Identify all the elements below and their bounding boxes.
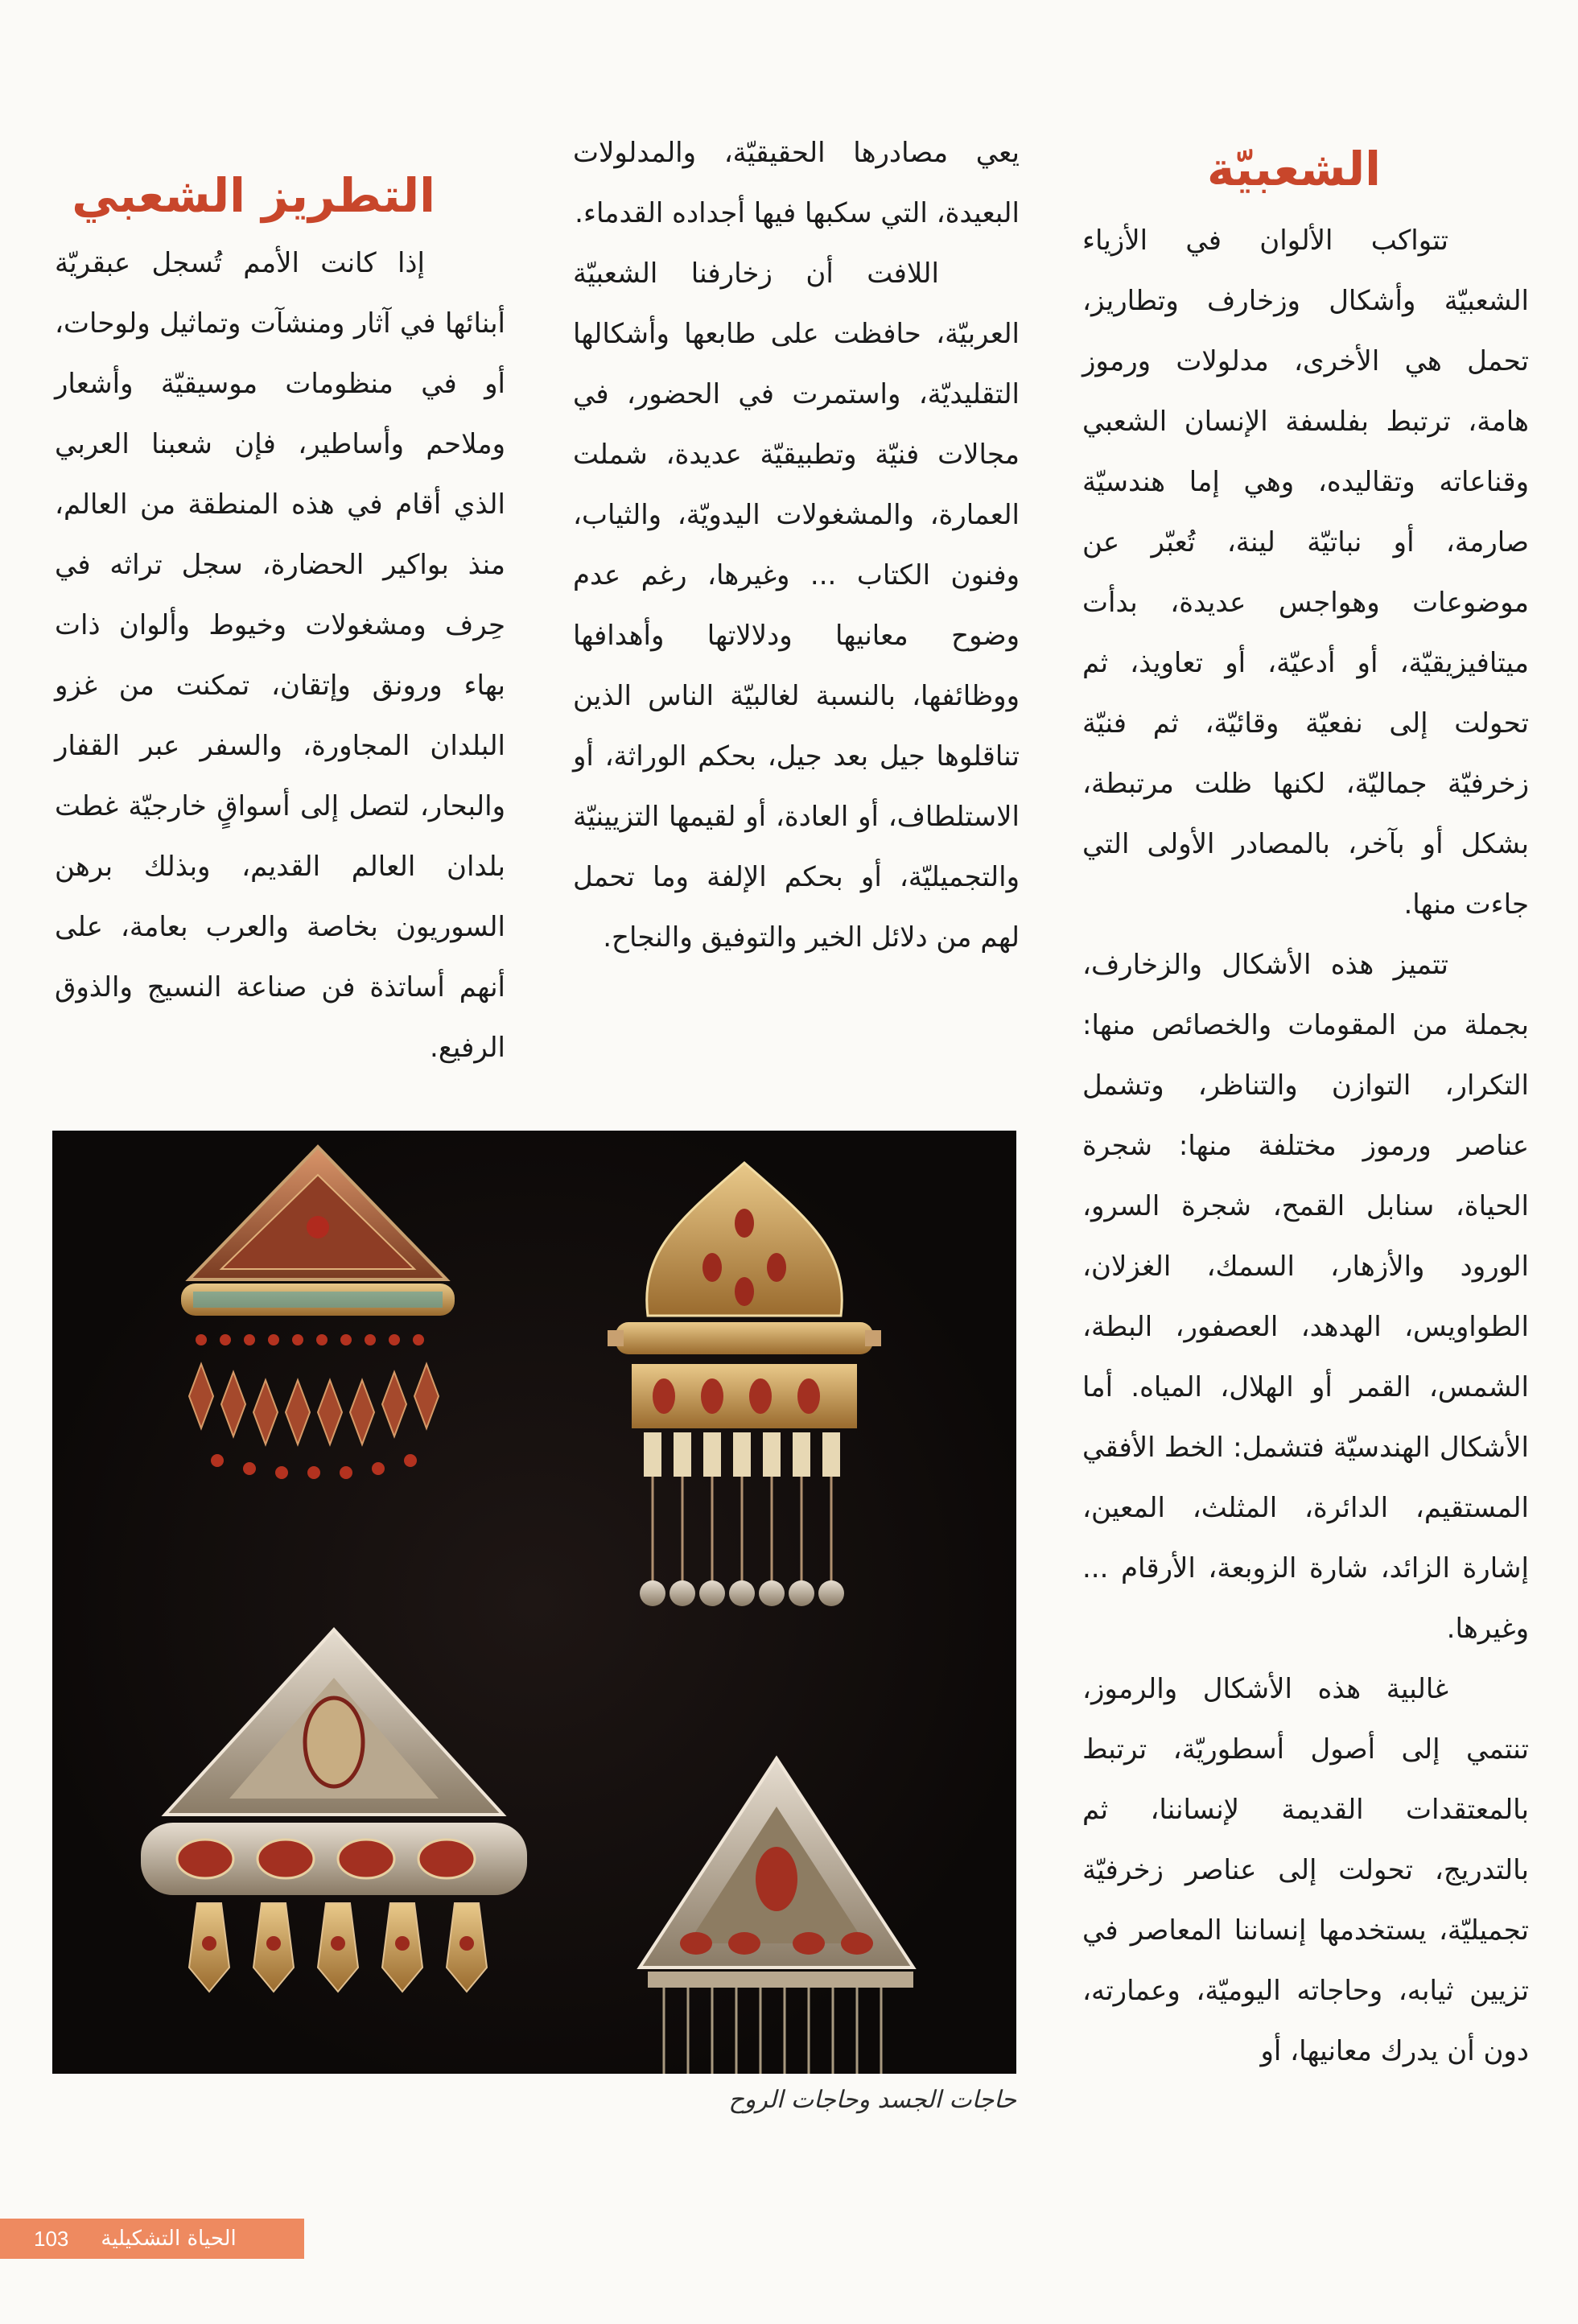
paragraph: غالبية هذه الأشكال والرموز، تنتمي إلى أصول أسطوريّة، ترتبط بالمعتقدات القديمة لإنساننا، ثم بالتدريج، تحولت إلى عناصر زخرفيّة تجميليّة، يستخدمها إنساننا المعاصر في تزيين ثيابه، وحاجاته اليوميّة، وعمارته، دون أن يدرك معانيها، أو (1082, 1673, 1529, 2067)
jewelry-illustration (52, 1131, 1016, 2074)
paragraph: يعي مصادرها الحقيقيّة، والمدلولات البعيدة، التي سكبها فيها أجداده القدماء. (573, 137, 1020, 229)
pendant-bottom-left (141, 1630, 527, 1992)
text-column-middle (573, 123, 1020, 968)
footer-band (0, 2219, 304, 2259)
paragraph: إذا كانت الأمم تُسجل عبقريّة أبنائها في آثار ومنشآت وتماثيل ولوحات، أو في منظومات موسيقيّة وأشعار وملاحم وأساطير، فإن شعبنا العربي الذي أقام في هذه المنطقة من العالم، منذ بواكير الحضارة، سجل تراثه في حِرف ومشغولات وخيوط وألوان ذات بهاء ورونق وإتقان، تمكنت من غزو البلدان المجاورة، والسفر عبر القفار والبحار، لتصل إلى أسواقٍ خارجيّة غطت بلدان العالم القديم، وبذلك برهن السوريون بخاصة والعرب بعامة، على أنهم أساتذة فن صناعة النسيج والذوق الرفيع. (55, 247, 505, 1064)
paragraph: تتميز هذه الأشكال والزخارف، بجملة من المقومات والخصائص منها: التكرار، التوازن والتناظر، وتشمل عناصر ورموز مختلفة منها: شجرة الحياة، سنابل القمح، شجرة السرو، الورود والأزهار، السمك، الغزلان، الطواويس، الهدهد، العصفور، البطة، الشمس، القمر أو الهلال، المياه. أما الأشكال الهندسيّة فتشمل: الخط الأفقي المستقيم، الدائرة، المثلث، المعين، إشارة الزائد، شارة الزوبعة، الأرقام ... وغيرها. (1082, 949, 1529, 1645)
jewelry-photo (52, 1131, 1016, 2074)
pendant-top-right (608, 1163, 881, 1606)
section-heading-embroidery: التطريز الشعبي (72, 168, 435, 223)
photo-caption: حاجات الجسد وحاجات الروح (728, 2086, 1016, 2114)
section-heading-folk: الشعبيّة (1207, 142, 1381, 196)
paragraph: اللافت أن زخارفنا الشعبيّة العربيّة، حافظت على طابعها وأشكالها التقليديّة، واستمرت في الحضور، في مجالات فنيّة وتطبيقيّة عديدة، شملت العمارة، والمشغولات اليدويّة، والثياب، وفنون الكتاب ... وغيرها، رغم عدم وضوح معانيها ودلالاتها وأهدافها ووظائفها، بالنسبة لغالبيّة الناس الذين تناقلوها جيل بعد جيل، بحكم الوراثة، أو الاستلطاف، أو العادة، أو لقيمها التزيينيّة والتجميليّة، أو بحكم الإلفة وما تحمل لهم من دلائل الخير والتوفيق والنجاح. (573, 258, 1020, 954)
text-column-left (55, 233, 505, 1078)
pendant-top-left (181, 1147, 455, 1479)
page-number: 103 (34, 2226, 69, 2251)
pendant-bottom-right (640, 1758, 913, 2074)
paragraph: تتواكب الألوان في الأزياء الشعبيّة وأشكال وزخارف وتطاريز، تحمل هي الأخرى، مدلولات ورموز هامة، ترتبط بفلسفة الإنسان الشعبي وقناعاته وتقاليده، وهي إما هندسيّة صارمة، أو نباتيّة لينة، تُعبّر عن موضوعات وهواجس عديدة، بدأت ميتافيزيقيّة، أو أدعيّة، أو تعاويذ، ثم تحولت إلى نفعيّة وقائيّة، ثم فنيّة زخرفيّة جماليّة، لكنها ظلت مرتبطة، بشكل أو بآخر، بالمصادر الأولى التي جاءت منها. (1082, 225, 1529, 921)
magazine-name: الحياة التشكيلية (101, 2227, 237, 2251)
text-column-right (1082, 211, 1529, 2082)
